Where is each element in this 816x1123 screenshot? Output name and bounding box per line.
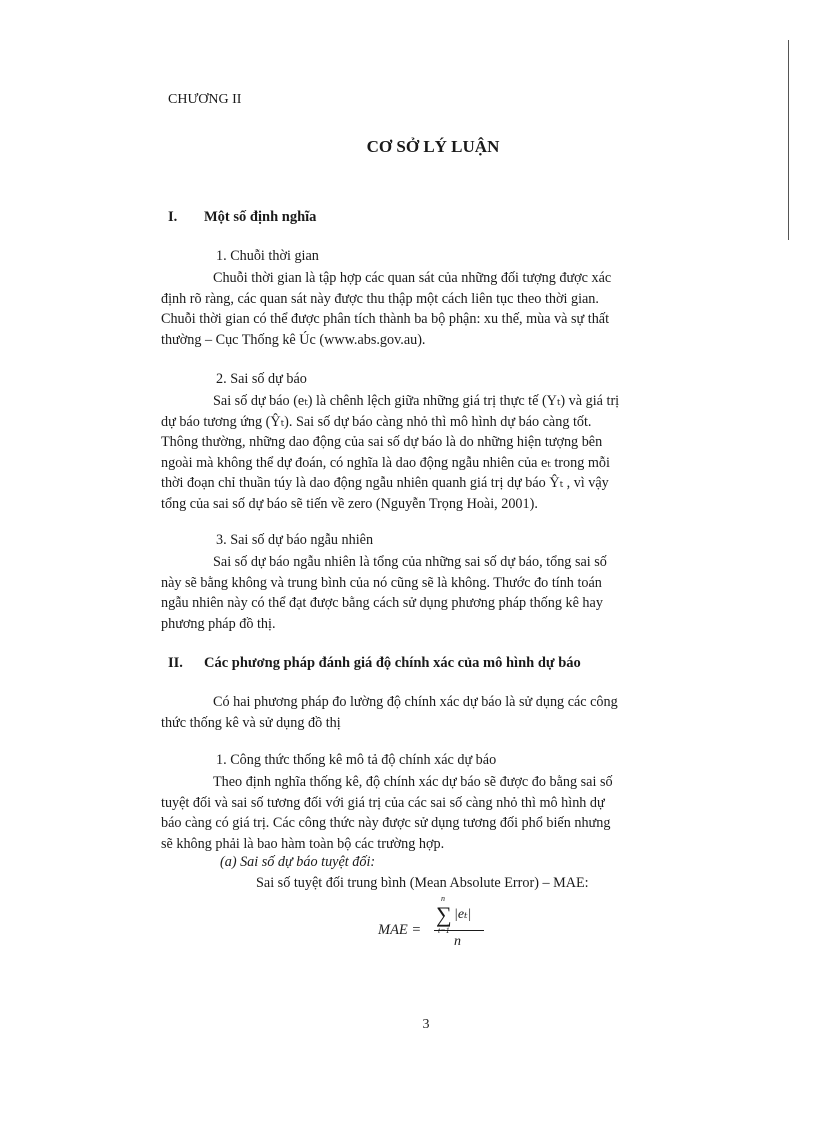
paragraph-line: thức thống kê và sử dụng đồ thị — [161, 714, 341, 731]
section-2-number: II. — [168, 655, 183, 671]
paragraph-line: Sai số dự báo (eₜ) là chênh lệch giữa những giá trị thực tế (Yₜ) và giá trị — [213, 393, 620, 409]
section-2-item-1-paragraph — [161, 772, 693, 854]
paragraph-line: Chuỗi thời gian có thể được phân tích thành ba bộ phận: xu thế, mùa và sự thất — [161, 311, 610, 327]
fraction-bar — [434, 930, 484, 931]
section-1-number: I. — [168, 209, 178, 225]
mae-label: Sai số tuyệt đối trung bình (Mean Absolute Error) – MAE: — [256, 875, 589, 891]
paragraph-line: Theo định nghĩa thống kê, độ chính xác dự báo sẽ được đo bằng sai số — [213, 774, 613, 790]
paragraph-line: tổng của sai số dự báo sẽ tiến về zero (Nguyễn Trọng Hoài, 2001). — [161, 495, 538, 512]
item-2-heading: 2. Sai số dự báo — [216, 371, 307, 387]
section-2-title: Các phương pháp đánh giá độ chính xác của mô hình dự báo — [204, 655, 581, 671]
section-1-title: Một số định nghĩa — [204, 209, 317, 225]
paragraph-line: thời đoạn chỉ thuần túy là dao động ngẫu nhiên quanh giá trị dự báo Ŷₜ , vì vậy — [161, 475, 609, 491]
paragraph-line: Thông thường, những dao động của sai số dự báo là do những hiện tượng bên — [161, 434, 603, 450]
sum-upper-limit: n — [441, 894, 445, 903]
page-number: 3 — [422, 1017, 430, 1032]
formula-numerator: |eₜ| — [454, 907, 472, 922]
paragraph-line: sẽ không phải là bao hàm toàn bộ các trường hợp. — [161, 835, 445, 852]
paragraph-line: này sẽ bằng không và trung bình của nó cũng sẽ là không. Thước đo tính toán — [161, 574, 602, 591]
item-1-heading: 1. Chuỗi thời gian — [216, 248, 319, 264]
paragraph-line: dự báo tương ứng (Ŷₜ). Sai số dự báo càng nhỏ thì mô hình dự báo càng tốt. — [161, 413, 592, 430]
paragraph-line: ngoài mà không thể dự đoán, có nghĩa là dao động ngẫu nhiên của eₜ trong mỗi — [161, 454, 610, 471]
item-3-heading: 3. Sai số dự báo ngẫu nhiên — [216, 532, 374, 548]
sum-lower-limit: t=1 — [438, 926, 450, 935]
section-2-item-1-heading: 1. Công thức thống kê mô tả độ chính xác dự báo — [216, 752, 497, 768]
formula-lhs: MAE = — [378, 922, 422, 938]
paragraph-line: Chuỗi thời gian là tập hợp các quan sát của những đối tượng được xác — [213, 270, 612, 286]
section-1-heading — [168, 209, 316, 226]
mae-formula — [378, 894, 488, 958]
paragraph-line: định rõ ràng, các quan sát này được thu thập một cách liên tục theo thời gian. — [161, 290, 599, 307]
section-2-heading — [168, 655, 581, 672]
subsection-a-heading: (a) Sai số dự báo tuyệt đối: — [220, 854, 376, 870]
item-2-paragraph — [161, 391, 693, 514]
chapter-label: CHƯƠNG II — [168, 92, 242, 107]
item-1-paragraph — [161, 268, 693, 350]
paragraph-line: thường – Cục Thống kê Úc (www.abs.gov.au). — [161, 331, 426, 348]
paragraph-line: Sai số dự báo ngẫu nhiên là tổng của những sai số dự báo, tổng sai số — [213, 554, 607, 570]
paragraph-line: báo càng có giá trị. Các công thức này được sử dụng tương đối phổ biến nhưng — [161, 815, 611, 831]
paragraph-line: Có hai phương pháp đo lường độ chính xác dự báo là sử dụng các công — [213, 694, 618, 710]
paragraph-line: phương pháp đồ thị. — [161, 615, 276, 632]
sigma-icon: ∑ — [436, 902, 452, 927]
section-2-intro — [161, 692, 693, 733]
paragraph-line: ngẫu nhiên này có thể đạt được bằng cách sử dụng phương pháp thống kê hay — [161, 595, 603, 611]
item-3-paragraph — [161, 552, 693, 634]
paragraph-line: tuyệt đối và sai số tương đối với giá trị của các sai số càng nhỏ thì mô hình dự — [161, 794, 605, 811]
page-title: CƠ SỞ LÝ LUẬN — [366, 137, 500, 156]
formula-denominator: n — [454, 934, 461, 949]
